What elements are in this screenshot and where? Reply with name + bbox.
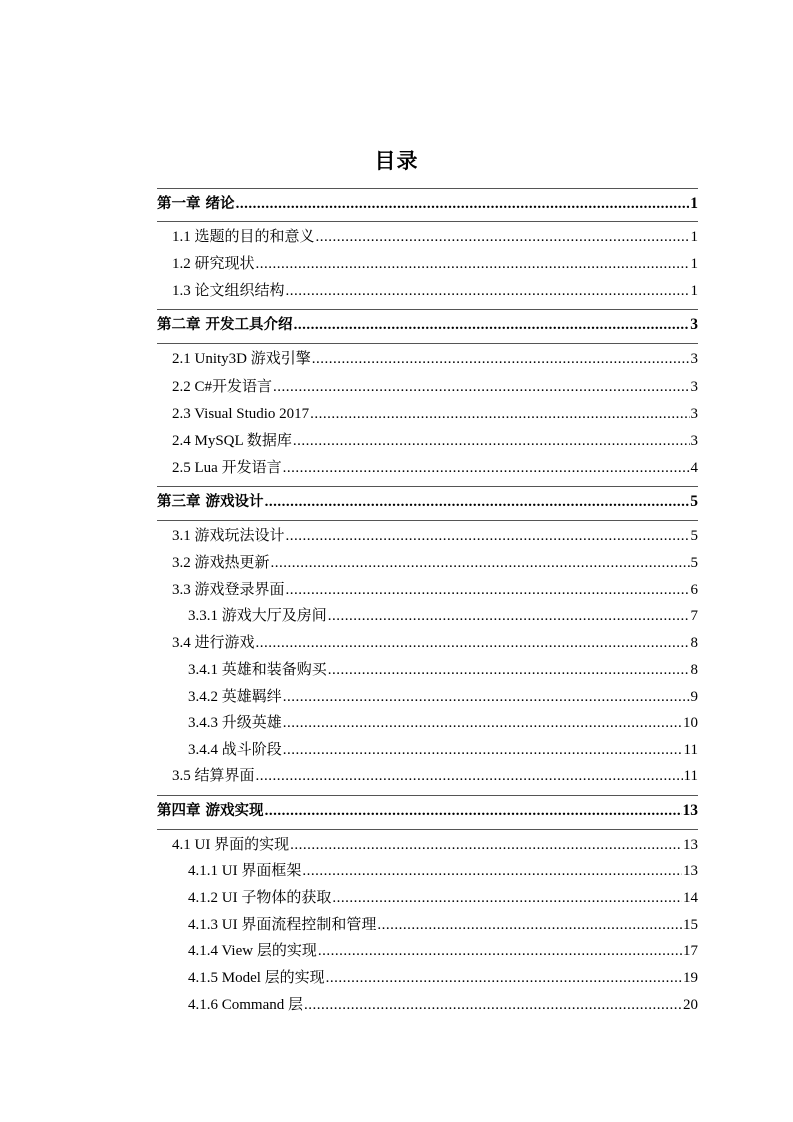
toc-leader-dots	[286, 280, 690, 302]
toc-leader-dots	[377, 914, 682, 936]
toc-leader-dots	[316, 226, 690, 248]
toc-entry[interactable]	[188, 712, 698, 734]
toc-leader-dots	[286, 525, 690, 547]
toc-page-number: 15	[683, 917, 698, 933]
toc-page-number: 1	[690, 283, 698, 299]
toc-entry-label: 3.4.2 英雄羁绊	[188, 689, 282, 705]
toc-entry[interactable]	[172, 348, 698, 370]
toc-entry[interactable]	[172, 579, 698, 601]
toc-entry[interactable]	[172, 430, 698, 452]
toc-page-number: 17	[683, 943, 698, 959]
divider	[157, 795, 698, 796]
divider	[157, 309, 698, 310]
toc-entry-label: 4.1 UI 界面的实现	[172, 837, 290, 853]
toc-page-number: 1	[690, 256, 698, 272]
toc-entry[interactable]	[172, 376, 698, 398]
toc-leader-dots	[265, 491, 690, 513]
toc-leader-dots	[286, 579, 690, 601]
toc-page-number: 4	[690, 460, 698, 476]
toc-entry-label: 第四章 游戏实现	[157, 803, 264, 819]
toc-entry[interactable]	[188, 914, 698, 936]
toc-entry-label: 第三章 游戏设计	[157, 494, 264, 510]
toc-leader-dots	[310, 403, 689, 425]
toc-leader-dots	[332, 887, 682, 909]
toc-entry[interactable]	[172, 253, 698, 275]
toc-page-number: 11	[683, 768, 698, 784]
toc-page-number: 10	[683, 715, 698, 731]
toc-entry-label: 3.1 游戏玩法设计	[172, 528, 285, 544]
toc-entry[interactable]	[172, 632, 698, 654]
toc-leader-dots	[312, 348, 690, 370]
toc-entry[interactable]	[172, 403, 698, 425]
toc-leader-dots	[290, 834, 682, 856]
toc-entry[interactable]	[172, 765, 698, 787]
toc-page-number: 20	[683, 997, 698, 1013]
toc-entry-label: 3.3.1 游戏大厅及房间	[188, 608, 327, 624]
toc-chapter-entry[interactable]	[157, 193, 698, 215]
toc-entry[interactable]	[172, 457, 698, 479]
toc-chapter-entry[interactable]	[157, 800, 698, 822]
toc-chapter-entry[interactable]	[157, 491, 698, 513]
toc-leader-dots	[283, 739, 683, 761]
toc-entry-label: 4.1.4 View 层的实现	[188, 943, 317, 959]
toc-entry-label: 3.2 游戏热更新	[172, 555, 270, 571]
toc-entry-label: 2.2 C#开发语言	[172, 379, 273, 395]
toc-entry[interactable]	[188, 887, 698, 909]
divider	[157, 829, 698, 830]
toc-entry[interactable]	[172, 280, 698, 302]
toc-page-number: 5	[690, 493, 698, 510]
toc-page-number: 13	[683, 863, 698, 879]
toc-page-number: 5	[690, 528, 698, 544]
toc-entry-label: 第一章 绪论	[157, 196, 235, 212]
toc-entry-label: 2.1 Unity3D 游戏引擎	[172, 351, 311, 367]
toc-entry-label: 3.4 进行游戏	[172, 635, 255, 651]
toc-page-number: 3	[690, 351, 698, 367]
toc-entry[interactable]	[188, 739, 698, 761]
toc-entry[interactable]	[188, 659, 698, 681]
toc-entry[interactable]	[188, 860, 698, 882]
toc-page-number: 1	[690, 195, 698, 212]
toc-page-number: 13	[683, 837, 698, 853]
divider	[157, 343, 698, 344]
toc-entry-label: 1.2 研究现状	[172, 256, 255, 272]
toc-entry-label: 3.4.4 战斗阶段	[188, 742, 282, 758]
toc-entry-label: 4.1.6 Command 层	[188, 997, 303, 1013]
toc-leader-dots	[302, 860, 682, 882]
toc-page-number: 8	[690, 635, 698, 651]
toc-entry-label: 3.4.3 升级英雄	[188, 715, 282, 731]
toc-page-number: 1	[690, 229, 698, 245]
toc-entry-label: 2.5 Lua 开发语言	[172, 460, 282, 476]
toc-leader-dots	[265, 800, 682, 822]
toc-entry[interactable]	[172, 525, 698, 547]
toc-leader-dots	[283, 686, 690, 708]
toc-entry-label: 2.4 MySQL 数据库	[172, 433, 292, 449]
toc-page-number: 3	[690, 379, 698, 395]
toc-leader-dots	[283, 712, 682, 734]
toc-leader-dots	[256, 765, 683, 787]
toc-entry-label: 1.3 论文组织结构	[172, 283, 285, 299]
toc-entry-label: 4.1.2 UI 子物体的获取	[188, 890, 332, 906]
toc-page-number: 3	[690, 433, 698, 449]
toc-entry-label: 1.1 选题的目的和意义	[172, 229, 315, 245]
toc-leader-dots	[256, 632, 690, 654]
toc-leader-dots	[273, 376, 689, 398]
toc-entry-label: 3.3 游戏登录界面	[172, 582, 285, 598]
toc-entry-label: 3.4.1 英雄和装备购买	[188, 662, 327, 678]
toc-entry[interactable]	[172, 552, 698, 574]
toc-entry[interactable]	[188, 967, 698, 989]
toc-entry-label: 3.5 结算界面	[172, 768, 255, 784]
toc-entry-label: 4.1.1 UI 界面框架	[188, 863, 302, 879]
toc-entry[interactable]	[188, 994, 698, 1016]
toc-leader-dots	[326, 967, 682, 989]
toc-page-number: 13	[682, 802, 698, 819]
toc-page-number: 11	[683, 742, 698, 758]
toc-leader-dots	[256, 253, 690, 275]
toc-leader-dots	[328, 659, 690, 681]
toc-leader-dots	[236, 193, 690, 215]
toc-entry-label: 4.1.5 Model 层的实现	[188, 970, 325, 986]
divider	[157, 520, 698, 521]
toc-page-number: 19	[683, 970, 698, 986]
toc-entry-label: 第二章 开发工具介绍	[157, 317, 293, 333]
toc-page-number: 8	[690, 662, 698, 678]
toc-page-number: 14	[683, 890, 698, 906]
toc-entry[interactable]	[172, 226, 698, 248]
divider	[157, 221, 698, 222]
toc-leader-dots	[271, 552, 690, 574]
toc-page-number: 5	[690, 555, 698, 571]
toc-leader-dots	[318, 940, 682, 962]
toc-page-number: 3	[690, 316, 698, 333]
toc-entry-label: 4.1.3 UI 界面流程控制和管理	[188, 917, 377, 933]
toc-leader-dots	[283, 457, 690, 479]
toc-leader-dots	[328, 605, 690, 627]
toc-page-number: 9	[690, 689, 698, 705]
divider	[157, 188, 698, 189]
toc-entry[interactable]	[188, 940, 698, 962]
toc-page-number: 3	[690, 406, 698, 422]
toc-leader-dots	[293, 430, 690, 452]
toc-entry[interactable]	[188, 605, 698, 627]
toc-page-number: 6	[690, 582, 698, 598]
page-title: 目录	[374, 149, 419, 173]
toc-leader-dots	[294, 314, 690, 336]
toc-page-number: 7	[690, 608, 698, 624]
divider	[157, 486, 698, 487]
toc-entry[interactable]	[172, 834, 698, 856]
toc-chapter-entry[interactable]	[157, 314, 698, 336]
toc-entry-label: 2.3 Visual Studio 2017	[172, 406, 310, 422]
toc-entry[interactable]	[188, 686, 698, 708]
toc-leader-dots	[304, 994, 682, 1016]
